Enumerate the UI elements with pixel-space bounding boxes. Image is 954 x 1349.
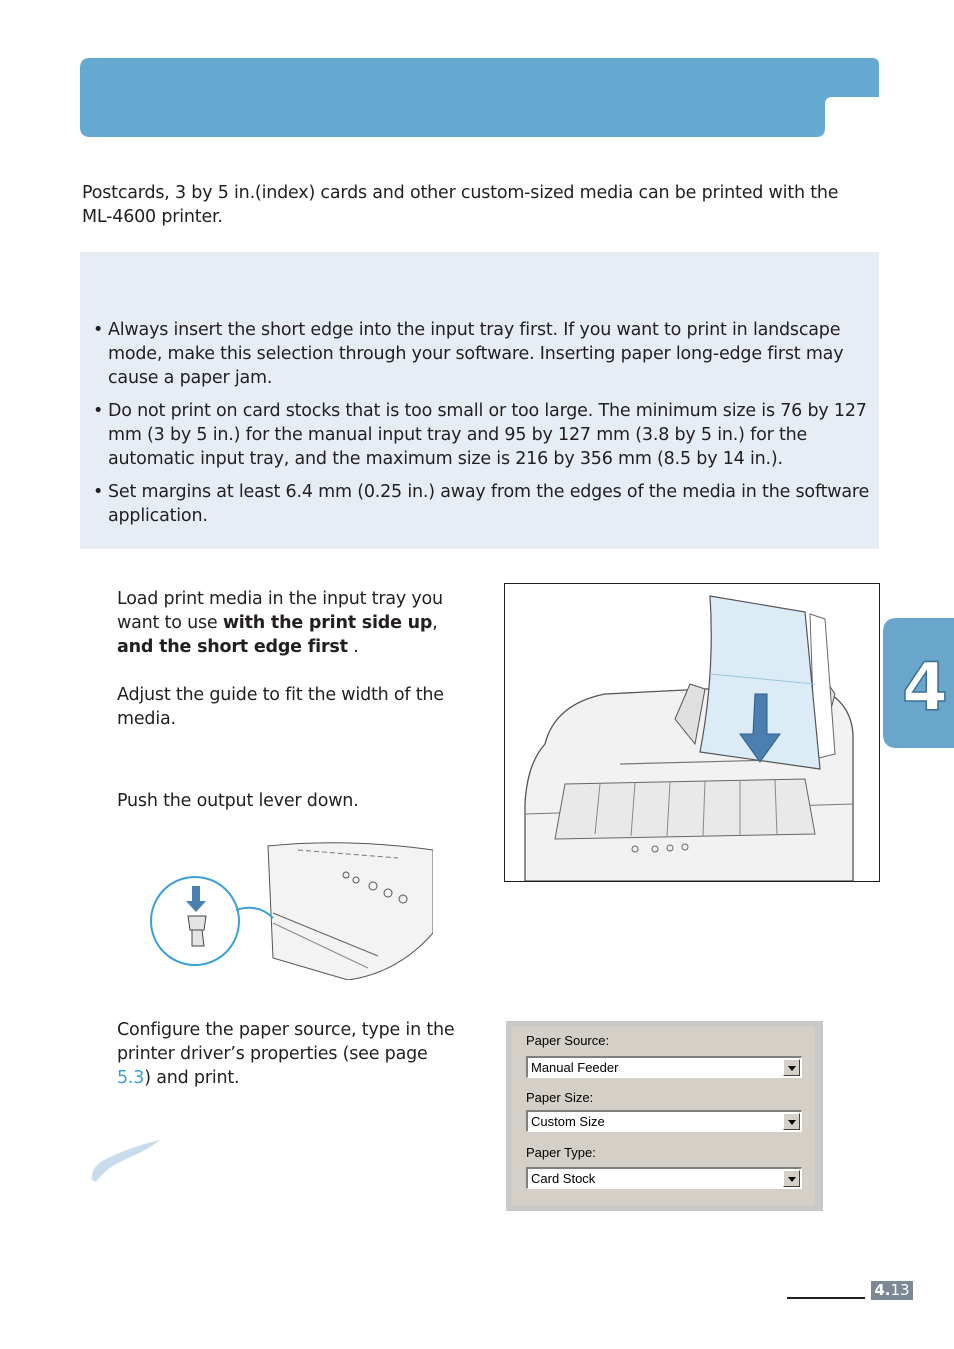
- step-3-text-a: Configure the paper source, type in the printer driver’s properties (see page: [117, 1020, 455, 1064]
- paper-source-select[interactable]: [526, 1056, 802, 1078]
- notes-list: [93, 318, 871, 537]
- page-number-badge: [871, 1281, 913, 1300]
- step-1-text: [117, 587, 457, 659]
- printer-loading-illustration: [504, 583, 880, 882]
- note-item: [93, 399, 871, 471]
- step-3-text: [117, 1018, 457, 1090]
- step-1-bold-b: and the short edge first: [117, 637, 348, 657]
- output-lever-illustration: [148, 838, 433, 980]
- brush-stroke-decoration: [88, 1136, 164, 1184]
- note-item: [93, 480, 871, 528]
- note-item: [93, 318, 871, 390]
- step-3-text-b: ) and print.: [144, 1068, 240, 1088]
- footer-rule: [787, 1297, 865, 1299]
- step-1-guide-text: Adjust the guide to fit the width of the media.: [117, 685, 444, 729]
- paper-size-value: Custom Size: [531, 1114, 605, 1129]
- chapter-prefix: 4.: [874, 1281, 891, 1299]
- chevron-down-icon[interactable]: [783, 1170, 800, 1187]
- step-1-text-c: .: [347, 637, 359, 657]
- chapter-tab: [883, 618, 954, 748]
- printer-properties-dialog: [506, 1021, 823, 1211]
- bullet: •: [93, 320, 104, 340]
- dialog-panel: [512, 1027, 815, 1205]
- section-title-banner: [80, 58, 879, 137]
- paper-type-value: Card Stock: [531, 1171, 596, 1186]
- note-text: Always insert the short edge into the input tray first. If you want to print in landscape mode, make this selection through your software. Inserting paper long-edge first may cause a paper jam.: [108, 320, 844, 388]
- paper-type-label: Paper Type:: [526, 1145, 596, 1160]
- bullet: •: [93, 401, 104, 421]
- paper-source-value: Manual Feeder: [531, 1060, 619, 1075]
- step-1-text-a: Load print media in the input tray you want to use: [117, 589, 443, 633]
- page-link[interactable]: 5.3: [117, 1068, 145, 1088]
- note-text: Set margins at least 6.4 mm (0.25 in.) away from the edges of the media in the software application.: [108, 482, 870, 526]
- paper-type-select[interactable]: [526, 1167, 802, 1189]
- chevron-down-icon[interactable]: [783, 1113, 800, 1130]
- page-number: 13: [890, 1281, 910, 1299]
- step-1-text-b: ,: [432, 613, 438, 633]
- chevron-down-icon[interactable]: [783, 1059, 800, 1076]
- paper-size-label: Paper Size:: [526, 1090, 594, 1105]
- paper-source-label: Paper Source:: [526, 1033, 610, 1048]
- intro-paragraph: Postcards, 3 by 5 in.(index) cards and other custom-sized media can be printed with the ML-4600 printer.: [82, 183, 839, 227]
- bullet: •: [93, 482, 104, 502]
- chapter-number: 4: [902, 649, 948, 726]
- note-text: Do not print on card stocks that is too small or too large. The minimum size is 76 by 127 mm (3 by 5 in.) for the manual input tray and 95 by 127 mm (3.8 by 5 in.) for the automatic input tray, and the maximum size is 216 by 356 mm (8.5 by 14 in.).: [108, 401, 867, 469]
- step-2-text: Push the output lever down.: [117, 791, 359, 811]
- paper-size-select[interactable]: [526, 1110, 802, 1132]
- step-1-bold-a: with the print side up: [222, 613, 433, 633]
